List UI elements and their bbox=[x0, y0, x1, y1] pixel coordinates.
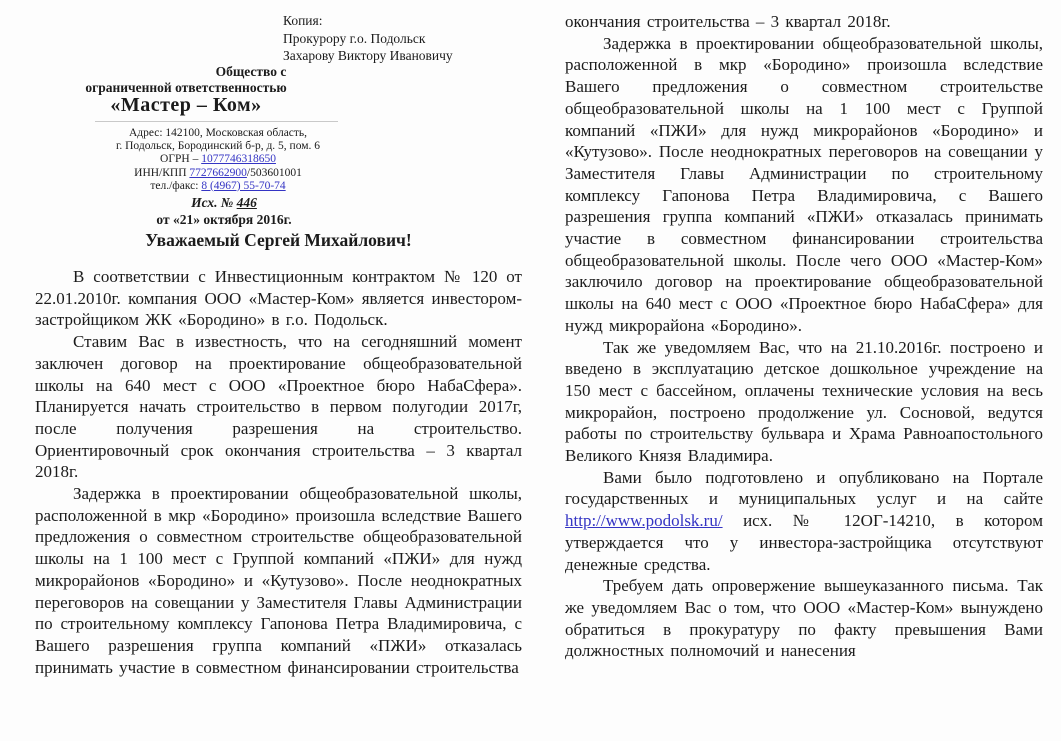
company-line-1: Общество с bbox=[215, 64, 287, 79]
page-2-body bbox=[565, 11, 1043, 662]
paragraph bbox=[565, 467, 1043, 576]
paragraph-text-before-link: Вами было подготовлено и опубликовано на Портале государственных и муниципальных услуг и на сайте bbox=[565, 467, 1043, 509]
letter-page-2 bbox=[545, 0, 1061, 741]
outgoing-ref-block bbox=[128, 195, 320, 228]
company-header bbox=[55, 64, 317, 114]
paragraph: Так же уведомляем Вас, что на 21.10.2016г. построено и введено в эксплуатацию детское дошкольное учреждение на 150 мест с бассейном, оплачены технические условия на весь микрорайон, построено продолжение ул. Сосновой, ведутся работы по строительству бульвара и Храма Равноапостольного Великого Князя Владимира. bbox=[565, 337, 1043, 466]
address-line-2: г. Подольск, Бородинский б-р, д. 5, пом. 6 bbox=[115, 140, 321, 153]
inn-kpp-line bbox=[86, 167, 350, 180]
inn-label: ИНН/КПП bbox=[134, 166, 190, 179]
copy-to-block bbox=[283, 12, 453, 65]
paragraph: окончания строительства – 3 квартал 2018г. bbox=[565, 12, 891, 31]
company-line-2: ограниченной ответственностью bbox=[85, 79, 287, 95]
copy-label: Копия: bbox=[283, 13, 323, 28]
paragraph: Задержка в проектировании общеобразовательной школы, расположенной в мкр «Бородино» произошла вследствие Вашего предложения о совместном строительстве общеобразовательной школы на 1 100 мест с Группой компаний «ПЖИ» для нужд микрорайонов «Бородино» и «Кутузово». После неоднократных переговоров на совещании у Заместителя Главы Администрации по строительному комплексу Гапонова Петра Владимировича, с Вашего разрешения группа компаний «ПЖИ» отказалась принимать участие в совместном финансировании строительства bbox=[35, 484, 522, 677]
paragraph: Требуем дать опровержение вышеуказанного письма. Так же уведомляем Вас о том, что ООО «Мастер-Ком» вынуждено обратиться в прокуратуру по факту превышения Вами должностных полномочий и нанесения bbox=[565, 576, 1043, 661]
company-address-block bbox=[86, 127, 350, 193]
ogrn-label: ОГРН – bbox=[160, 153, 202, 166]
address-line-1: Адрес: 142100, Московская область, bbox=[128, 127, 308, 139]
paragraph: В соответствии с Инвестиционным контрактом № 120 от 22.01.2010г. компания ООО «Мастер-Ком» является инвестором-застройщиком ЖК «Бородино» в г.о. Подольск. bbox=[35, 267, 522, 330]
paragraph-text-after-link: исх. № 12ОГ-14210, в котором утверждается что у инвестора-застройщика отсутствуют денежные средства. bbox=[565, 511, 1043, 574]
page-1-body bbox=[35, 266, 522, 678]
copy-recipient-name: Захарову Виктору Ивановичу bbox=[283, 48, 453, 63]
header-divider bbox=[95, 121, 338, 122]
phone-link[interactable]: 8 (4967) 55-70-74 bbox=[201, 179, 286, 192]
ref-number: 446 bbox=[236, 195, 257, 210]
salutation: Уважаемый Сергей Михайлович! bbox=[145, 230, 412, 250]
paragraph: Задержка в проектировании общеобразовательной школы, расположенной в мкр «Бородино» произошла вследствие Вашего предложения о совместном строительстве общеобразовательной школы на 1 100 мест с Группой компаний «ПЖИ» для нужд микрорайонов «Бородино» и «Кутузово». После неоднократных переговоров на совещании у Заместителя Главы Администрации по строительному комплексу Гапонова Петра Владимировича, с Вашего разрешения группа компаний «ПЖИ» отказалась принимать участие в совместном финансировании строительства общеобразовательной школы. После чего ООО «Мастер-Ком» заключило договор на проектирование общеобразовательной школы на 640 мест с ООО «Проектное бюро НабаСфера» для нужд микрорайона «Бородино». bbox=[565, 33, 1043, 335]
podolsk-site-link[interactable]: http://www.podolsk.ru/ bbox=[565, 511, 723, 531]
kpp-value: /503601001 bbox=[246, 166, 302, 179]
phone-label: тел./факс: bbox=[150, 179, 202, 192]
ref-number-line bbox=[128, 195, 320, 212]
copy-recipient-title: Прокурору г.о. Подольск bbox=[283, 30, 426, 46]
phone-line bbox=[86, 180, 350, 193]
company-name: «Мастер – Ком» bbox=[110, 94, 262, 116]
ogrn-link[interactable]: 1077746318650 bbox=[201, 153, 276, 166]
paragraph: Ставим Вас в известность, что на сегодняшний момент заключен договор на проектирование общеобразовательной школы на 640 мест с ООО «Проектное бюро НабаСфера». Планируется начать строительство в первом полугодии 2017г, после получения разрешения на строительство. Ориентировочный срок окончания строительства – 3 квартал 2018г. bbox=[35, 332, 522, 482]
ogrn-line bbox=[86, 153, 350, 166]
ref-label: Исх. № bbox=[191, 195, 237, 210]
inn-link[interactable]: 7727662900 bbox=[189, 166, 247, 179]
ref-date-line: от «21» октября 2016г. bbox=[156, 211, 292, 227]
